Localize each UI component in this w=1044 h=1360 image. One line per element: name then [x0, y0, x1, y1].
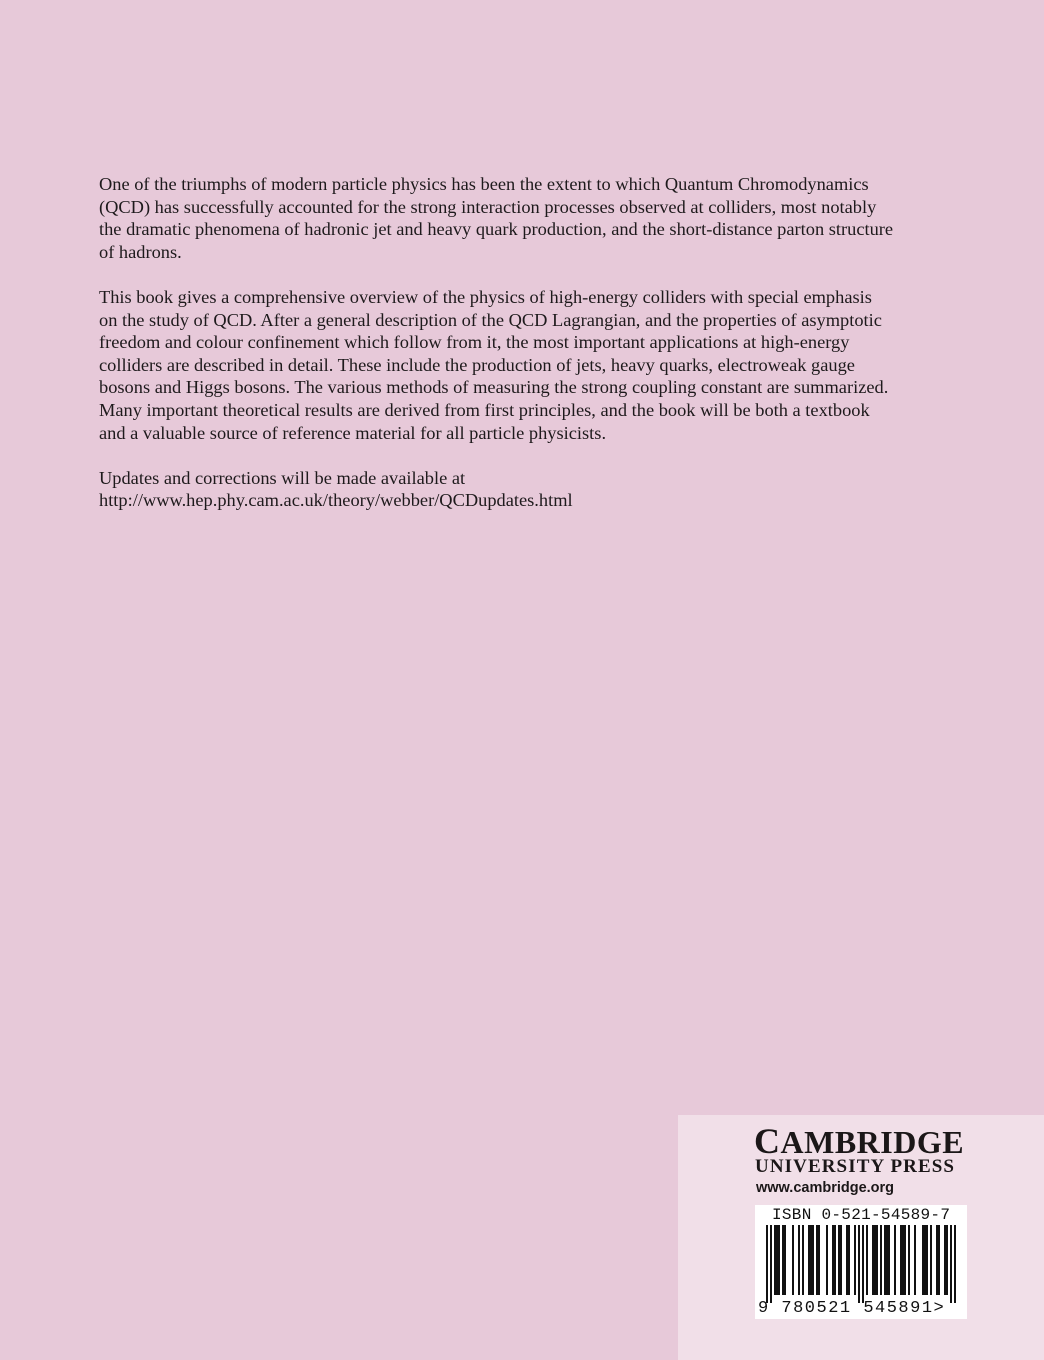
barcode-bar	[832, 1225, 834, 1295]
barcode-bar	[876, 1225, 878, 1295]
ean-right-group: 545891	[863, 1299, 934, 1318]
barcode-bar	[894, 1225, 896, 1295]
publisher-name	[754, 1123, 964, 1160]
barcode-bar	[884, 1225, 886, 1295]
ean-digits	[758, 1299, 945, 1318]
barcode-bar	[798, 1225, 800, 1295]
barcode-bar	[816, 1225, 818, 1295]
barcode-guard-bar	[766, 1225, 768, 1303]
blurb-line: freedom and colour confinement which follow from it, the most important applications at high-energy	[99, 332, 850, 353]
publisher-name-initial: C	[754, 1121, 781, 1161]
barcode-bar	[926, 1225, 928, 1295]
barcode-bar	[810, 1225, 812, 1295]
publisher-press: UNIVERSITY PRESS	[755, 1156, 956, 1177]
barcode-bar	[900, 1225, 902, 1295]
blurb-paragraph-2	[99, 286, 959, 444]
barcode	[755, 1205, 967, 1319]
barcode-bar	[908, 1225, 910, 1295]
ean-end-mark: >	[933, 1299, 946, 1318]
publisher-name-rest: AMBRIDGE	[780, 1124, 965, 1160]
barcode-bar	[812, 1225, 814, 1295]
barcode-bar	[774, 1225, 776, 1295]
barcode-bar	[936, 1225, 938, 1295]
barcode-bar	[784, 1225, 786, 1295]
barcode-bar	[866, 1225, 868, 1295]
blurb-line: (QCD) has successfully accounted for the strong interaction processes observed at colliders, most notably	[99, 196, 877, 217]
blurb-line: the dramatic phenomena of hadronic jet and heavy quark production, and the short-distance parton structure	[99, 219, 894, 240]
barcode-bar	[888, 1225, 890, 1295]
updates-url[interactable]: http://www.hep.phy.cam.ac.uk/theory/webber/QCDupdates.html	[99, 490, 573, 511]
barcode-bar	[944, 1225, 946, 1295]
barcode-bar	[904, 1225, 906, 1295]
barcode-bar	[924, 1225, 926, 1295]
blurb-line: on the study of QCD. After a general description of the QCD Lagrangian, and the properties of asymptotic	[99, 309, 882, 330]
ean-first-digit: 9	[758, 1299, 770, 1318]
ean-left-group: 780521	[781, 1299, 852, 1318]
barcode-bar	[872, 1225, 874, 1295]
barcode-bar	[808, 1225, 810, 1295]
barcode-bar	[848, 1225, 850, 1295]
barcode-bar	[826, 1225, 828, 1295]
blurb-line: and a valuable source of reference material for all particle physicists.	[99, 422, 607, 443]
barcode-bar	[946, 1225, 948, 1295]
barcode-bar	[938, 1225, 940, 1295]
barcode-bar	[886, 1225, 888, 1295]
isbn-label: ISBN 0-521-54589-7	[772, 1206, 951, 1224]
barcode-bar	[776, 1225, 778, 1295]
blurb-paragraph-3	[99, 467, 959, 512]
barcode-bar	[874, 1225, 876, 1295]
updates-notice: Updates and corrections will be made available at	[99, 467, 466, 488]
barcode-bar	[854, 1225, 856, 1295]
barcode-bar	[782, 1225, 784, 1295]
blurb-line: colliders are described in detail. These include the production of jets, heavy quarks, electroweak gauge	[99, 354, 855, 375]
barcode-bar	[778, 1225, 780, 1295]
blurb-line: of hadrons.	[99, 241, 182, 262]
barcode-bar	[834, 1225, 836, 1295]
publisher-panel	[678, 1115, 1044, 1360]
publisher-url[interactable]: www.cambridge.org	[756, 1180, 895, 1196]
barcode-bar	[880, 1225, 882, 1295]
barcode-guard-bar	[862, 1225, 864, 1303]
barcode-bar	[930, 1225, 932, 1295]
barcode-bar	[922, 1225, 924, 1295]
blurb-line: This book gives a comprehensive overview of the physics of high-energy colliders with special emphasis	[99, 286, 872, 307]
barcode-guard-bar	[770, 1225, 772, 1303]
barcode-bar	[914, 1225, 916, 1295]
barcode-bar	[802, 1225, 804, 1295]
cover-blurb	[99, 173, 959, 535]
barcode-bar	[818, 1225, 820, 1295]
blurb-line: bosons and Higgs bosons. The various methods of measuring the strong coupling constant are summarized.	[99, 377, 889, 398]
barcode-bar	[846, 1225, 848, 1295]
barcode-guard-bar	[950, 1225, 952, 1303]
blurb-line: Many important theoretical results are derived from first principles, and the book will be both a textbook	[99, 399, 870, 420]
barcode-bar	[840, 1225, 842, 1295]
barcode-guard-bar	[858, 1225, 860, 1303]
blurb-line: One of the triumphs of modern particle physics has been the extent to which Quantum Chromodynamics	[99, 174, 869, 194]
barcode-bar	[792, 1225, 794, 1295]
barcode-bar	[838, 1225, 840, 1295]
barcode-bar	[902, 1225, 904, 1295]
barcode-guard-bar	[954, 1225, 956, 1303]
blurb-paragraph-1	[99, 173, 959, 263]
